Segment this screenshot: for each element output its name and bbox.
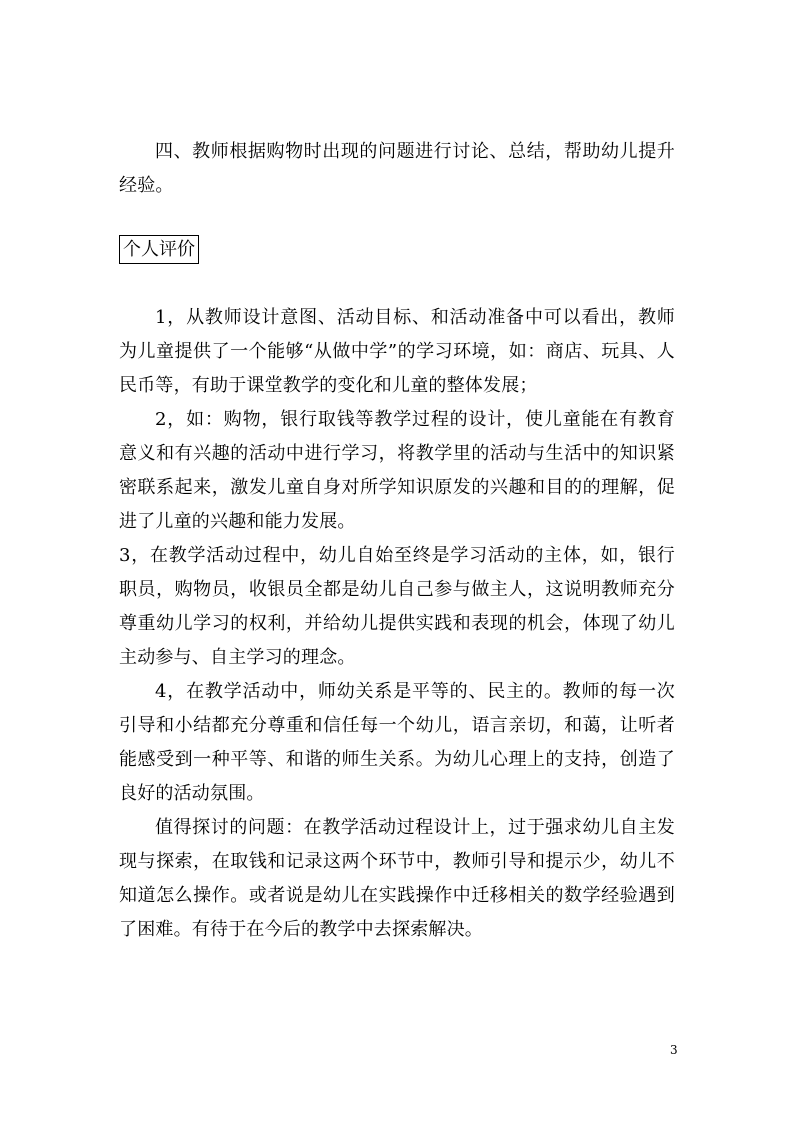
evaluation-paragraph-5: 值得探讨的问题：在教学活动过程设计上，过于强求幼儿自主发现与探索，在取钱和记录这两个环节中，教师引导和提示少，幼儿不知道怎么操作。或者说是幼儿在实践操作中迁移相关的数学经验遇到了困难。有待于在今后的教学中去探索解决。 (119, 817, 675, 940)
intro-block (119, 135, 675, 203)
section-title: 个人评价 (119, 235, 199, 264)
evaluation-paragraph-1: 1，从教师设计意图、活动目标、和活动准备中可以看出，教师为儿童提供了一个能够“从做中学”的学习环境，如：商店、玩具、人民币等，有助于课堂教学的变化和儿童的整体发展； (119, 307, 675, 396)
evaluation-paragraph-2: 2，如：购物，银行取钱等教学过程的设计，使儿童能在有教育意义和有兴趣的活动中进行学习，将教学里的活动与生活中的知识紧密联系起来，激发儿童自身对所学知识原发的兴趣和目的的理解，促进了儿童的兴趣和能力发展。 (119, 409, 675, 532)
intro-paragraph: 四、教师根据购物时出现的问题进行讨论、总结，帮助幼儿提升经验。 (119, 141, 675, 196)
evaluation-paragraph-4: 4，在教学活动中，师幼关系是平等的、民主的。教师的每一次引导和小结都充分尊重和信任每一个幼儿，语言亲切，和蔼，让听者能感受到一种平等、和谐的师生关系。为幼儿心理上的支持，创造了良好的活动氛围。 (119, 681, 675, 804)
page-number: 3 (670, 1043, 678, 1057)
evaluation-block (119, 301, 675, 947)
evaluation-paragraph-3: 3，在教学活动过程中，幼儿自始至终是学习活动的主体，如，银行职员，购物员，收银员全都是幼儿自己参与做主人，这说明教师充分尊重幼儿学习的权利，并给幼儿提供实践和表现的机会，体现了幼儿主动参与、自主学习的理念。 (119, 545, 675, 668)
